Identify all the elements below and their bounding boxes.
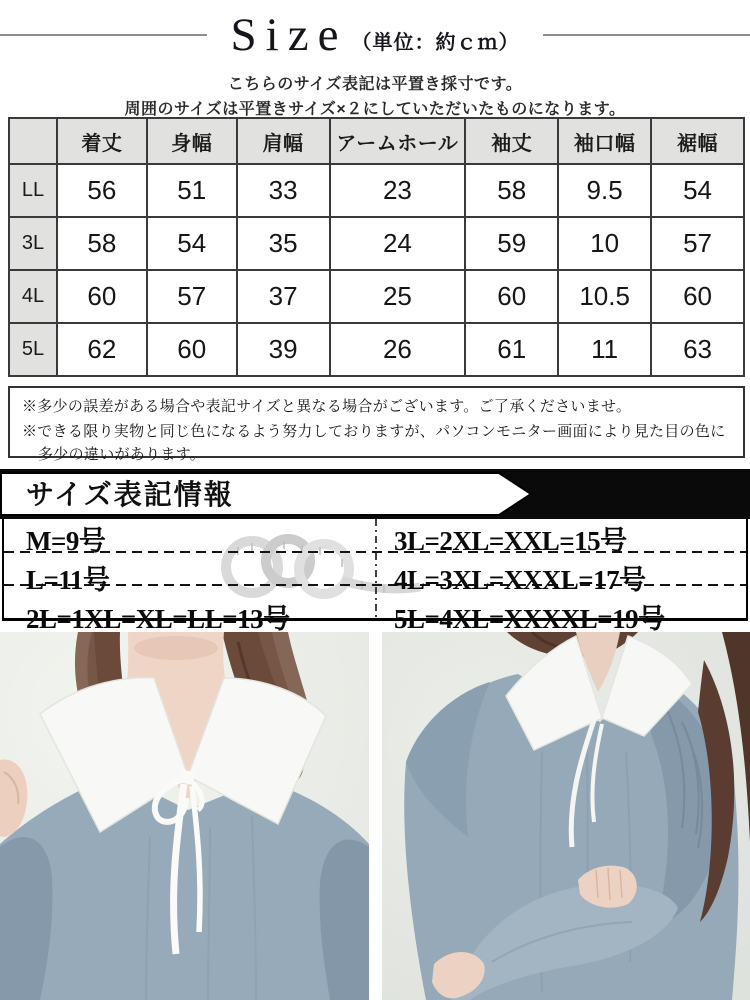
photo-model-sleeves [382, 632, 750, 1000]
size-table-corner-cell [9, 118, 57, 164]
cell: 35 [237, 217, 330, 270]
cell: 37 [237, 270, 330, 323]
cell: 57 [147, 270, 237, 323]
page-title: Size [230, 8, 348, 61]
cell: 10.5 [558, 270, 651, 323]
cell: 63 [651, 323, 744, 376]
cell: 24 [330, 217, 466, 270]
photo-collar-closeup-graphic [0, 632, 369, 1000]
cell: 54 [651, 164, 744, 217]
cell: 26 [330, 323, 466, 376]
row-label: 5L [9, 323, 57, 376]
cell: 60 [147, 323, 237, 376]
note-line: ※多少の誤差がある場合や表記サイズと異なる場合がございます。ご了承くださいませ。 [22, 398, 632, 415]
column-header: 肩幅 [237, 118, 330, 164]
banner-graphic [0, 469, 750, 519]
size-info-banner [0, 469, 750, 519]
conversion-entry: M=9号 [26, 526, 106, 556]
column-header: 身幅 [147, 118, 237, 164]
column-header: 着丈 [57, 118, 147, 164]
unit-label: （単位：約ｃｍ） [351, 31, 520, 54]
photo-collar-closeup [0, 632, 369, 1000]
subtitle-line1: こちらのサイズ表記は平置き採寸です。 [227, 76, 523, 93]
table-row [9, 164, 744, 217]
cell: 61 [465, 323, 558, 376]
photo-model-sleeves-graphic [382, 632, 750, 1000]
cell: 60 [57, 270, 147, 323]
size-header [0, 6, 750, 122]
cell: 56 [57, 164, 147, 217]
cell: 60 [651, 270, 744, 323]
cell: 23 [330, 164, 466, 217]
banner-label: サイズ表記情報 [26, 480, 234, 511]
conversion-entry: 3L=2XL=XXL=15号 [394, 526, 627, 556]
row-label: 4L [9, 270, 57, 323]
conversion-grid [4, 519, 746, 634]
cell: 62 [57, 323, 147, 376]
column-header: アームホール [330, 118, 466, 164]
title-row [0, 6, 750, 64]
conversion-entry: 5L=4XL=XXXXL=19号 [394, 604, 665, 634]
table-row [9, 270, 744, 323]
cell: 39 [237, 323, 330, 376]
column-header: 袖丈 [465, 118, 558, 164]
product-photos [0, 632, 750, 1000]
column-header: 袖口幅 [558, 118, 651, 164]
conversion-entry: 4L=3XL=XXXL=17号 [394, 565, 646, 595]
row-label: LL [9, 164, 57, 217]
cell: 10 [558, 217, 651, 270]
conversion-entry: L=11号 [26, 565, 110, 595]
conversion-entry: 2L=1XL=XL=LL=13号 [26, 604, 290, 634]
cell: 11 [558, 323, 651, 376]
subtitle-line2: 周囲のサイズは平置きサイズ×２にしていただいたものになります。 [124, 101, 626, 118]
title-rule-right [543, 34, 750, 36]
cell: 9.5 [558, 164, 651, 217]
table-row [9, 323, 744, 376]
cell: 57 [651, 217, 744, 270]
size-table-header-row [9, 118, 744, 164]
cell: 58 [57, 217, 147, 270]
notes-box [8, 386, 745, 463]
cell: 59 [465, 217, 558, 270]
note-line: ※できる限り実物と同じ色になるよう努力しておりますが、パソコンモニター画面により見た目の色に多少の違いがあります。 [22, 423, 726, 463]
cell: 60 [465, 270, 558, 323]
table-row [9, 217, 744, 270]
conversion-table [2, 519, 748, 634]
cell: 51 [147, 164, 237, 217]
row-label: 3L [9, 217, 57, 270]
cell: 33 [237, 164, 330, 217]
cell: 25 [330, 270, 466, 323]
column-header: 裾幅 [651, 118, 744, 164]
cell: 58 [465, 164, 558, 217]
title-rule-left [0, 34, 207, 36]
cell: 54 [147, 217, 237, 270]
size-table [8, 117, 745, 377]
